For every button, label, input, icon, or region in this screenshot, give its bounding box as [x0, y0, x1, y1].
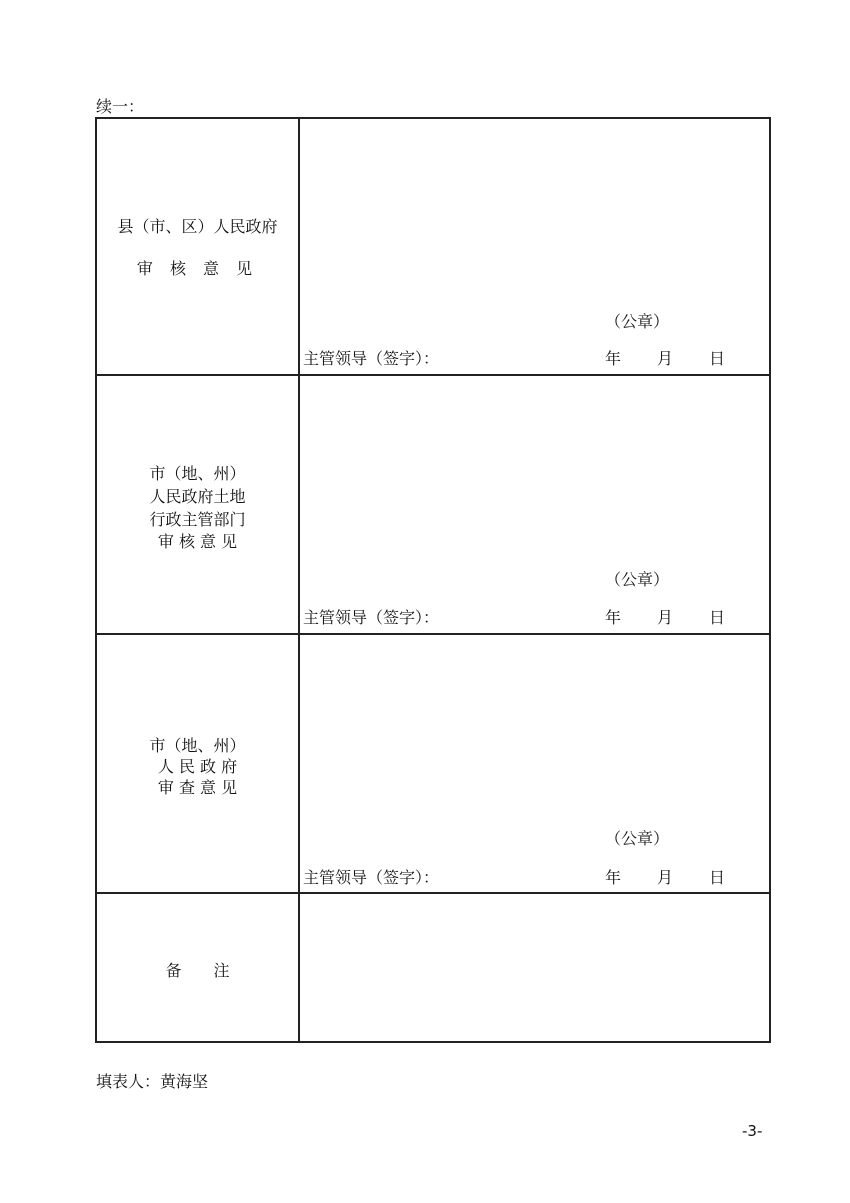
row-label: 审 查 意 见 — [157, 778, 238, 797]
row-label: 市（地、州） — [149, 736, 246, 755]
row-label: 市（地、州） — [149, 464, 246, 483]
year-label: 年 — [605, 349, 622, 368]
continuation-label: 续一： — [96, 97, 145, 116]
row-label: 县（市、区）人民政府 — [117, 217, 278, 236]
month-label: 月 — [657, 868, 674, 887]
row-divider — [95, 633, 771, 635]
row-label: 人民政府土地 — [149, 487, 246, 506]
row-label: 行政主管部门 — [149, 510, 246, 529]
day-label: 日 — [709, 608, 726, 627]
row-label: 审 核 意 见 — [157, 532, 238, 551]
signature-field[interactable]: 主管领导（签字）： — [303, 868, 440, 887]
table-border-right — [769, 117, 771, 1043]
table-border-left — [95, 117, 97, 1043]
form-filler: 填表人：黄海坚 — [96, 1072, 209, 1091]
month-label: 月 — [657, 349, 674, 368]
page-number: -3- — [742, 1122, 763, 1140]
table-border-top — [95, 117, 771, 119]
seal-label: （公章） — [605, 829, 670, 848]
row-label: 审 核 意 见 — [136, 259, 259, 278]
column-divider — [298, 117, 300, 1043]
row-label: 备 注 — [165, 961, 230, 980]
day-label: 日 — [709, 349, 726, 368]
table-border-bottom — [95, 1041, 771, 1043]
month-label: 月 — [657, 608, 674, 627]
row-divider — [95, 892, 771, 894]
seal-label: （公章） — [605, 570, 670, 589]
row-divider — [95, 374, 771, 376]
year-label: 年 — [605, 868, 622, 887]
day-label: 日 — [709, 868, 726, 887]
year-label: 年 — [605, 608, 622, 627]
signature-field[interactable]: 主管领导（签字）： — [303, 608, 440, 627]
row-label: 人 民 政 府 — [157, 757, 238, 776]
signature-field[interactable]: 主管领导（签字）： — [303, 349, 440, 368]
seal-label: （公章） — [605, 312, 670, 331]
